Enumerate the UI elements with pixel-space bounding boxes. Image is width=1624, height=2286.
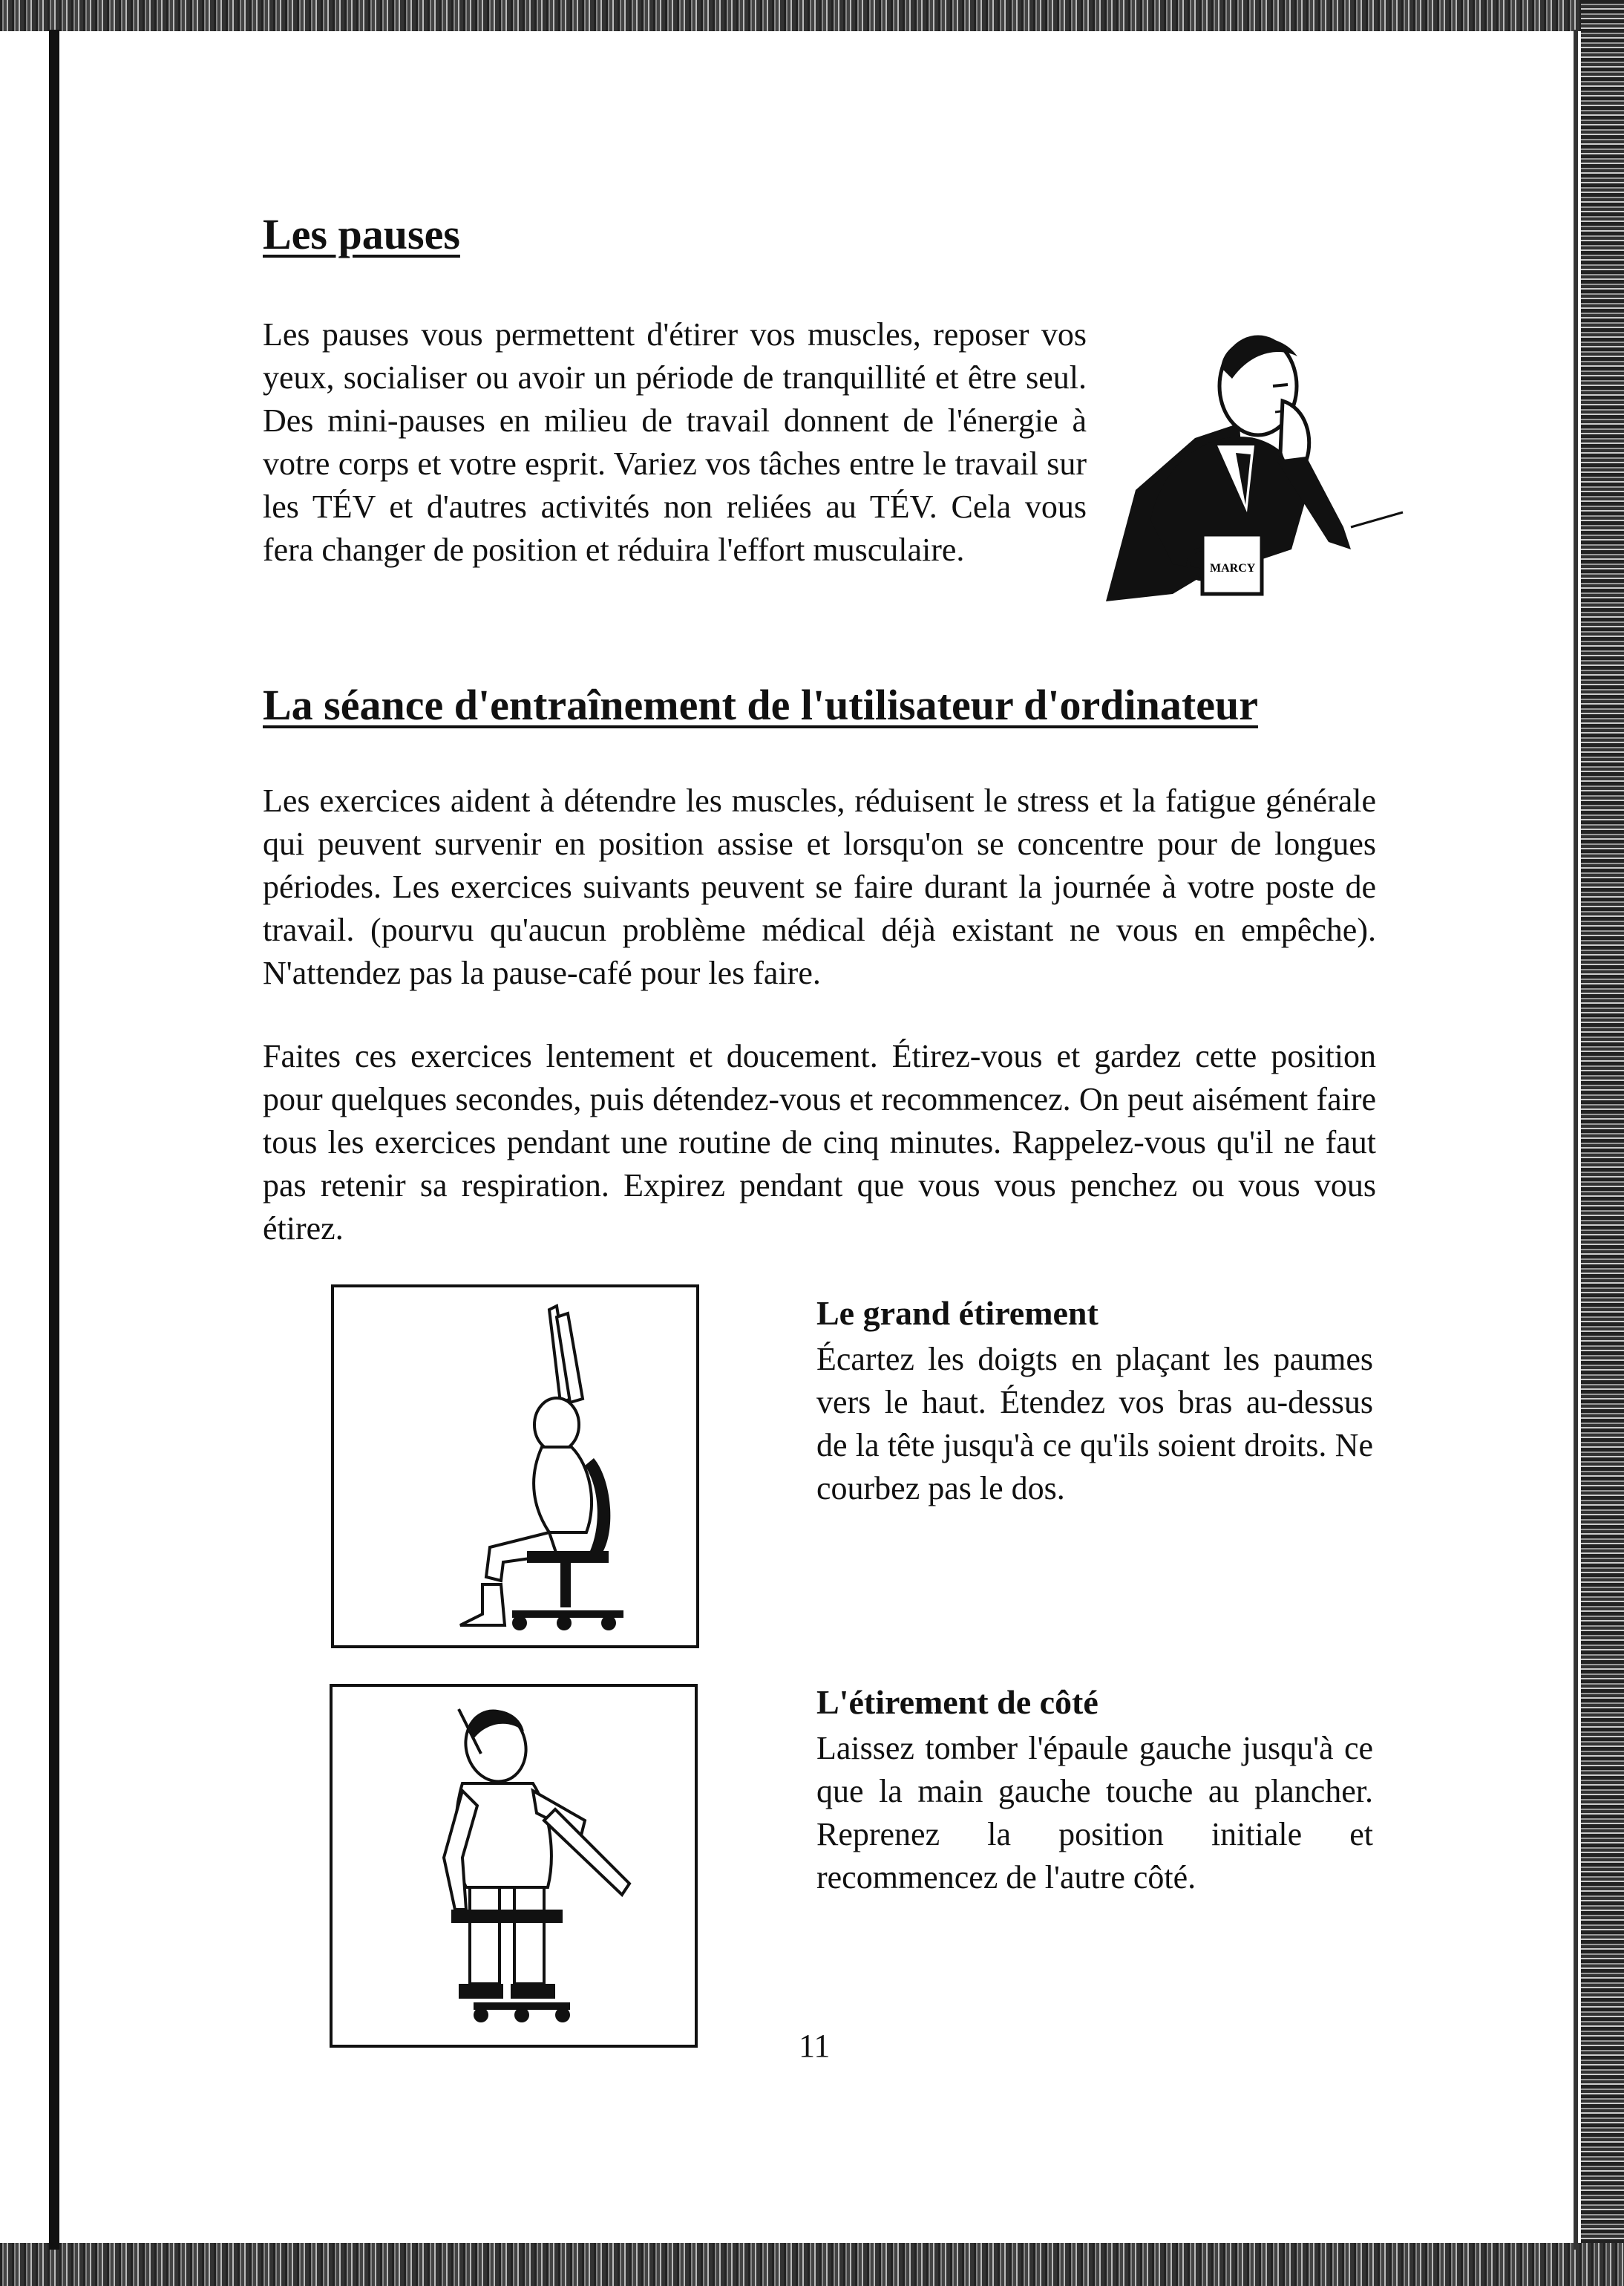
exercise-title: Le grand étirement [816, 1294, 1099, 1332]
pauses-paragraph: Les pauses vous permettent d'étirer vos muscles, reposer vos yeux, socialiser ou avoir un période de tranquillité et être seul. Des mini-pauses en milieu de travail donnent de l'énergie à votre corps et votre esprit. Variez vos tâches entre le travail sur les TÉV et d'autres activités non reliées au TÉV. Cela vous fera changer de position et réduira l'effort musculaire. [263, 316, 1087, 568]
mug-label: MARCY [1210, 562, 1256, 575]
page-number: 11 [799, 2028, 831, 2064]
section-heading-workout: La séance d'entraînement de l'utilisateur d'ordinateur [263, 681, 1258, 729]
exercise-description: Laissez tomber l'épaule gauche jusqu'à ce que la main gauche touche au plancher. Reprenez la position initiale et recommencez de l'autre côté. [816, 1730, 1373, 1895]
exercise-title: L'étirement de côté [816, 1683, 1099, 1721]
exercise-illustration-frame [331, 1284, 699, 1648]
workout-intro-paragraph: Les exercices aident à détendre les muscles, réduisent le stress et la fatigue générale qui peuvent survenir en position assise et lorsqu'on se concentre pour de longues périodes. Les exercices suivants peuvent se faire durant la journée à votre poste de travail. (pourvu qu'aucun problème médical déjà existant ne vous en empêche). N'attendez pas la pause-café pour les faire. [263, 783, 1376, 991]
thinking-man-with-mug-icon [1106, 327, 1418, 609]
exercise-illustration-frame [330, 1684, 698, 2048]
workout-instructions-paragraph: Faites ces exercices lentement et doucement. Étirez-vous et gardez cette position pour quelques secondes, puis détendez-vous et recommencez. On peut aisément faire tous les exercices pendant une routine de cinq minutes. Rappelez-vous qu'il ne faut pas retenir sa respiration. Expirez pendant que vous vous penchez ou vous vous étirez. [263, 1038, 1376, 1247]
exercise-description: Écartez les doigts en plaçant les paumes vers le haut. Étendez vos bras au-dessus de la tête jusqu'à ce qu'ils soient droits. Ne courbez pas le dos. [816, 1341, 1373, 1506]
section-heading-pauses: Les pauses [263, 210, 460, 258]
seated-side-stretch-icon [333, 1687, 695, 2045]
seated-overhead-stretch-icon [334, 1287, 696, 1645]
